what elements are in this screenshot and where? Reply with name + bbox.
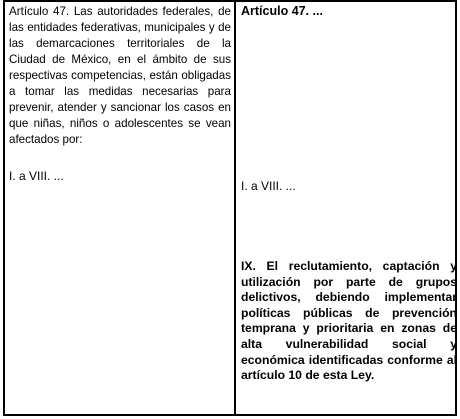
proposed-text-column	[241, 2, 455, 416]
article-47-current-text: Artículo 47. Las autoridades federales, de las entidades federativas, municipales y de las demarcaciones territoriales de la Ciudad de México, en el ámbito de sus respectivas competencias, están obligadas a tomar las medidas necesarias para prevenir, atender y sancionar los casos en que niñas, niños o adolescentes se vean afectados por:	[9, 5, 231, 146]
fractions-proposed: I. a VIII. ...	[241, 179, 296, 193]
article-47-proposed-title: Artículo 47. ...	[241, 4, 323, 18]
column-divider	[234, 2, 236, 416]
current-text-column	[9, 2, 231, 183]
fractions-current: I. a VIII. ...	[9, 169, 64, 183]
comparison-table	[3, 0, 457, 416]
fraction-ix-proposed: IX. El reclutamiento, captación y utilización por parte de grupos delictivos, debiendo implementar políticas públicas de prevención temprana y prioritaria en zonas de alta vulnerabilidad social y económica identificadas conforme al artículo 10 de esta Ley.	[241, 259, 457, 383]
